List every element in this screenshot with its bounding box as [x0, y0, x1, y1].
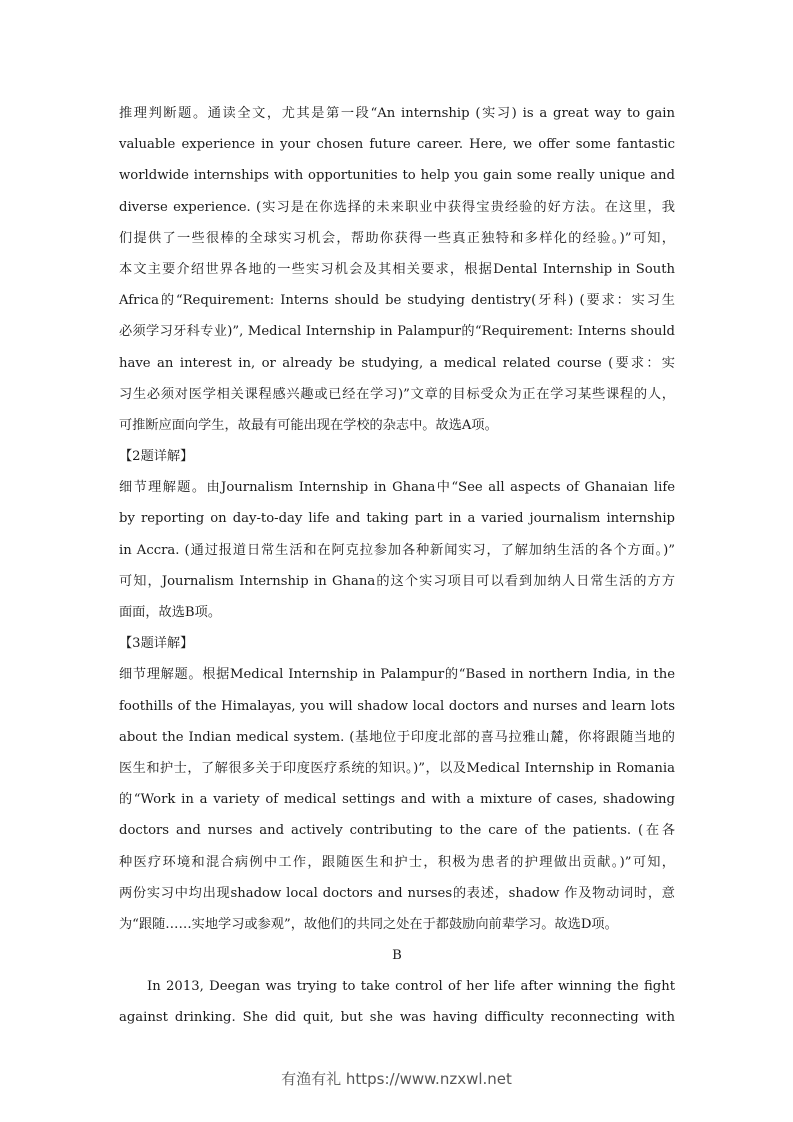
paragraph-line: about the Indian medical system. (基地位于印度北部的喜马拉雅山麓，你将跟随当地的	[119, 729, 675, 745]
paragraph-line: foothills of the Himalayas, you will shadow local doctors and nurses and learn lots	[119, 698, 675, 714]
paragraph-line: 为“跟随……实地学习或参观”，故他们的共同之处在于都鼓励向前辈学习。故选D项。	[119, 916, 618, 932]
paragraph-line: Africa的“Requirement: Interns should be studying dentistry(牙科) (要求：实习生	[119, 293, 675, 309]
paragraph-line: by reporting on day-to-day life and taking part in a varied journalism internship	[119, 511, 675, 527]
document-page	[119, 98, 675, 1034]
paragraph-line: 推理判断题。通读全文，尤其是第一段“An internship (实习) is a great way to gain	[119, 106, 675, 121]
passage-line: against drinking. She did quit, but she was having difficulty reconnecting with	[119, 1010, 675, 1026]
paragraph-line: 面面，故选B项。	[119, 605, 222, 620]
paragraph-line: 细节理解题。根据Medical Internship in Palampur的“Based in northern India, in the	[119, 667, 675, 683]
passage-heading-b: B	[392, 948, 402, 964]
footer-watermark: 有渔有礼 https://www.nzxwl.net	[281, 1070, 512, 1088]
paragraph-line: 可知，Journalism Internship in Ghana的这个实习项目可以看到加纳人日常生活的方方	[119, 573, 675, 589]
paragraph-line: valuable experience in your chosen future career. Here, we offer some fantastic	[119, 137, 675, 153]
paragraph-line: doctors and nurses and actively contributing to the care of the patients. (在各	[119, 823, 675, 839]
paragraph-line: have an interest in, or already be studying, a medical related course (要求：实	[119, 355, 675, 371]
paragraph-line: 种医疗环境和混合病例中工作，跟随医生和护士，积极为患者的护理做出贡献。)”可知，	[119, 854, 675, 870]
paragraph-line: 两份实习中均出现shadow local doctors and nurses的表述，shadow 作及物动词时，意	[119, 885, 675, 901]
section-heading-q2: 【2题详解】	[119, 449, 194, 465]
paragraph-line: 细节理解题。由Journalism Internship in Ghana中“See all aspects of Ghanaian life	[119, 480, 675, 496]
paragraph-line: 们提供了一些很棒的全球实习机会，帮助你获得一些真正独特和多样化的经验。)”可知，	[119, 230, 675, 246]
paragraph-line: 医生和护士，了解很多关于印度医疗系统的知识。)”，以及Medical Internship in Romania	[119, 760, 675, 776]
paragraph-line: 可推断应面向学生，故最有可能出现在学校的杂志中。故选A项。	[119, 417, 498, 433]
paragraph-line: 必须学习牙科专业)”, Medical Internship in Palampur的“Requirement: Interns should	[119, 324, 675, 340]
section-heading-q3: 【3题详解】	[119, 636, 194, 652]
paragraph-line: in Accra. (通过报道日常生活和在阿克拉参加各种新闻实习，了解加纳生活的各个方面。)”	[119, 542, 675, 558]
paragraph-line: 习生必须对医学相关课程感兴趣或已经在学习)”文章的目标受众为正在学习某些课程的人，	[119, 386, 675, 402]
paragraph-line: diverse experience. (实习是在你选择的未来职业中获得宝贵经验的好方法。在这里，我	[119, 199, 675, 215]
paragraph-line: worldwide internships with opportunities to help you gain some really unique and	[119, 168, 675, 184]
paragraph-line: 的“Work in a variety of medical settings and with a mixture of cases, shadowing	[119, 792, 675, 808]
paragraph-line: 本文主要介绍世界各地的一些实习机会及其相关要求，根据Dental Internship in South	[119, 261, 675, 277]
passage-line: In 2013, Deegan was trying to take control of her life after winning the fight	[147, 979, 675, 995]
